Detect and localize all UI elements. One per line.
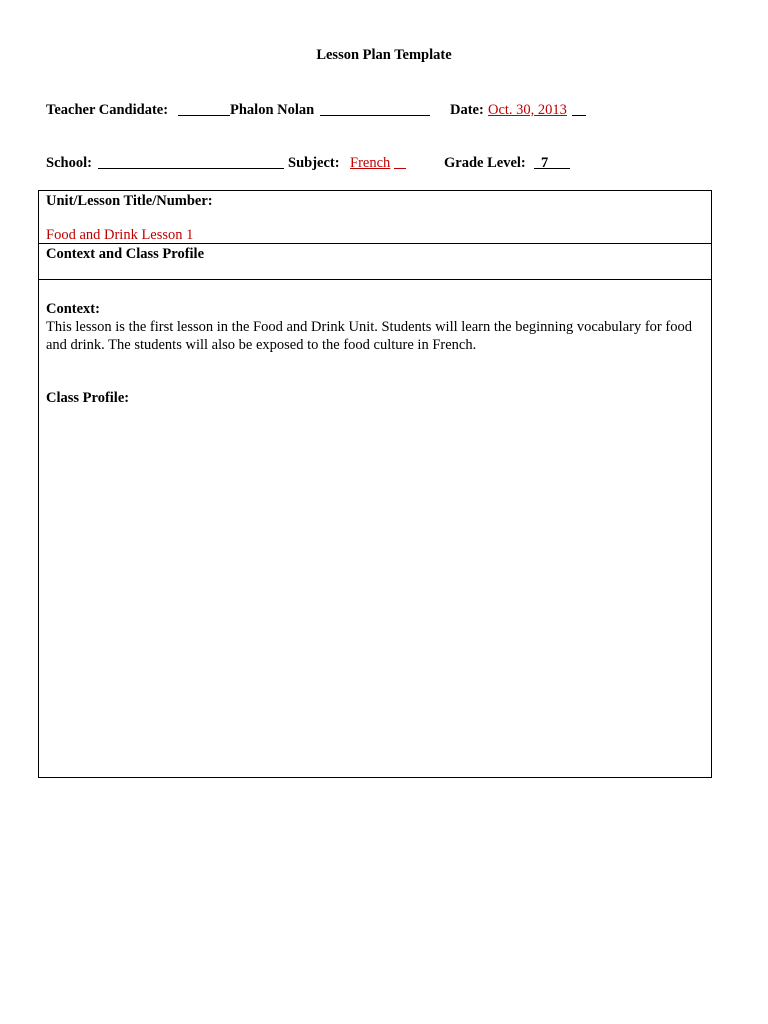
date-label: Date:: [450, 102, 484, 118]
teacher-candidate-label: Teacher Candidate:: [46, 102, 169, 118]
school-value[interactable]: [98, 168, 284, 169]
table-divider-2: [39, 279, 711, 280]
context-label: Context:: [46, 301, 100, 317]
subject-trailing-blank: [394, 168, 406, 169]
class-profile-label: Class Profile:: [46, 390, 130, 406]
grade-level-label: Grade Level:: [444, 155, 526, 171]
unit-lesson-title-label: Unit/Lesson Title/Number:: [46, 193, 213, 209]
school-label: School:: [46, 155, 92, 171]
grade-level-blank: [534, 168, 570, 169]
teacher-trailing-blank: [320, 115, 430, 116]
subject-label: Subject:: [288, 155, 340, 171]
teacher-leading-blank: [178, 115, 230, 116]
lesson-table: [38, 190, 712, 778]
date-trailing-blank: [572, 115, 586, 116]
context-text[interactable]: This lesson is the first lesson in the Food and Drink Unit. Students will learn the beginning vocabulary for food and drink. The students will also be exposed to the food culture in French.: [46, 319, 692, 353]
grade-level-value[interactable]: 7: [541, 155, 549, 171]
teacher-candidate-value[interactable]: Phalon Nolan: [230, 102, 315, 118]
table-divider-1: [39, 243, 711, 244]
unit-lesson-title-value[interactable]: Food and Drink Lesson 1: [46, 227, 194, 243]
context-profile-heading: Context and Class Profile: [46, 246, 205, 262]
document-title: Lesson Plan Template: [316, 47, 452, 63]
class-profile-text[interactable]: [46, 409, 706, 749]
subject-value[interactable]: French: [350, 155, 391, 171]
date-value[interactable]: Oct. 30, 2013: [488, 102, 567, 118]
